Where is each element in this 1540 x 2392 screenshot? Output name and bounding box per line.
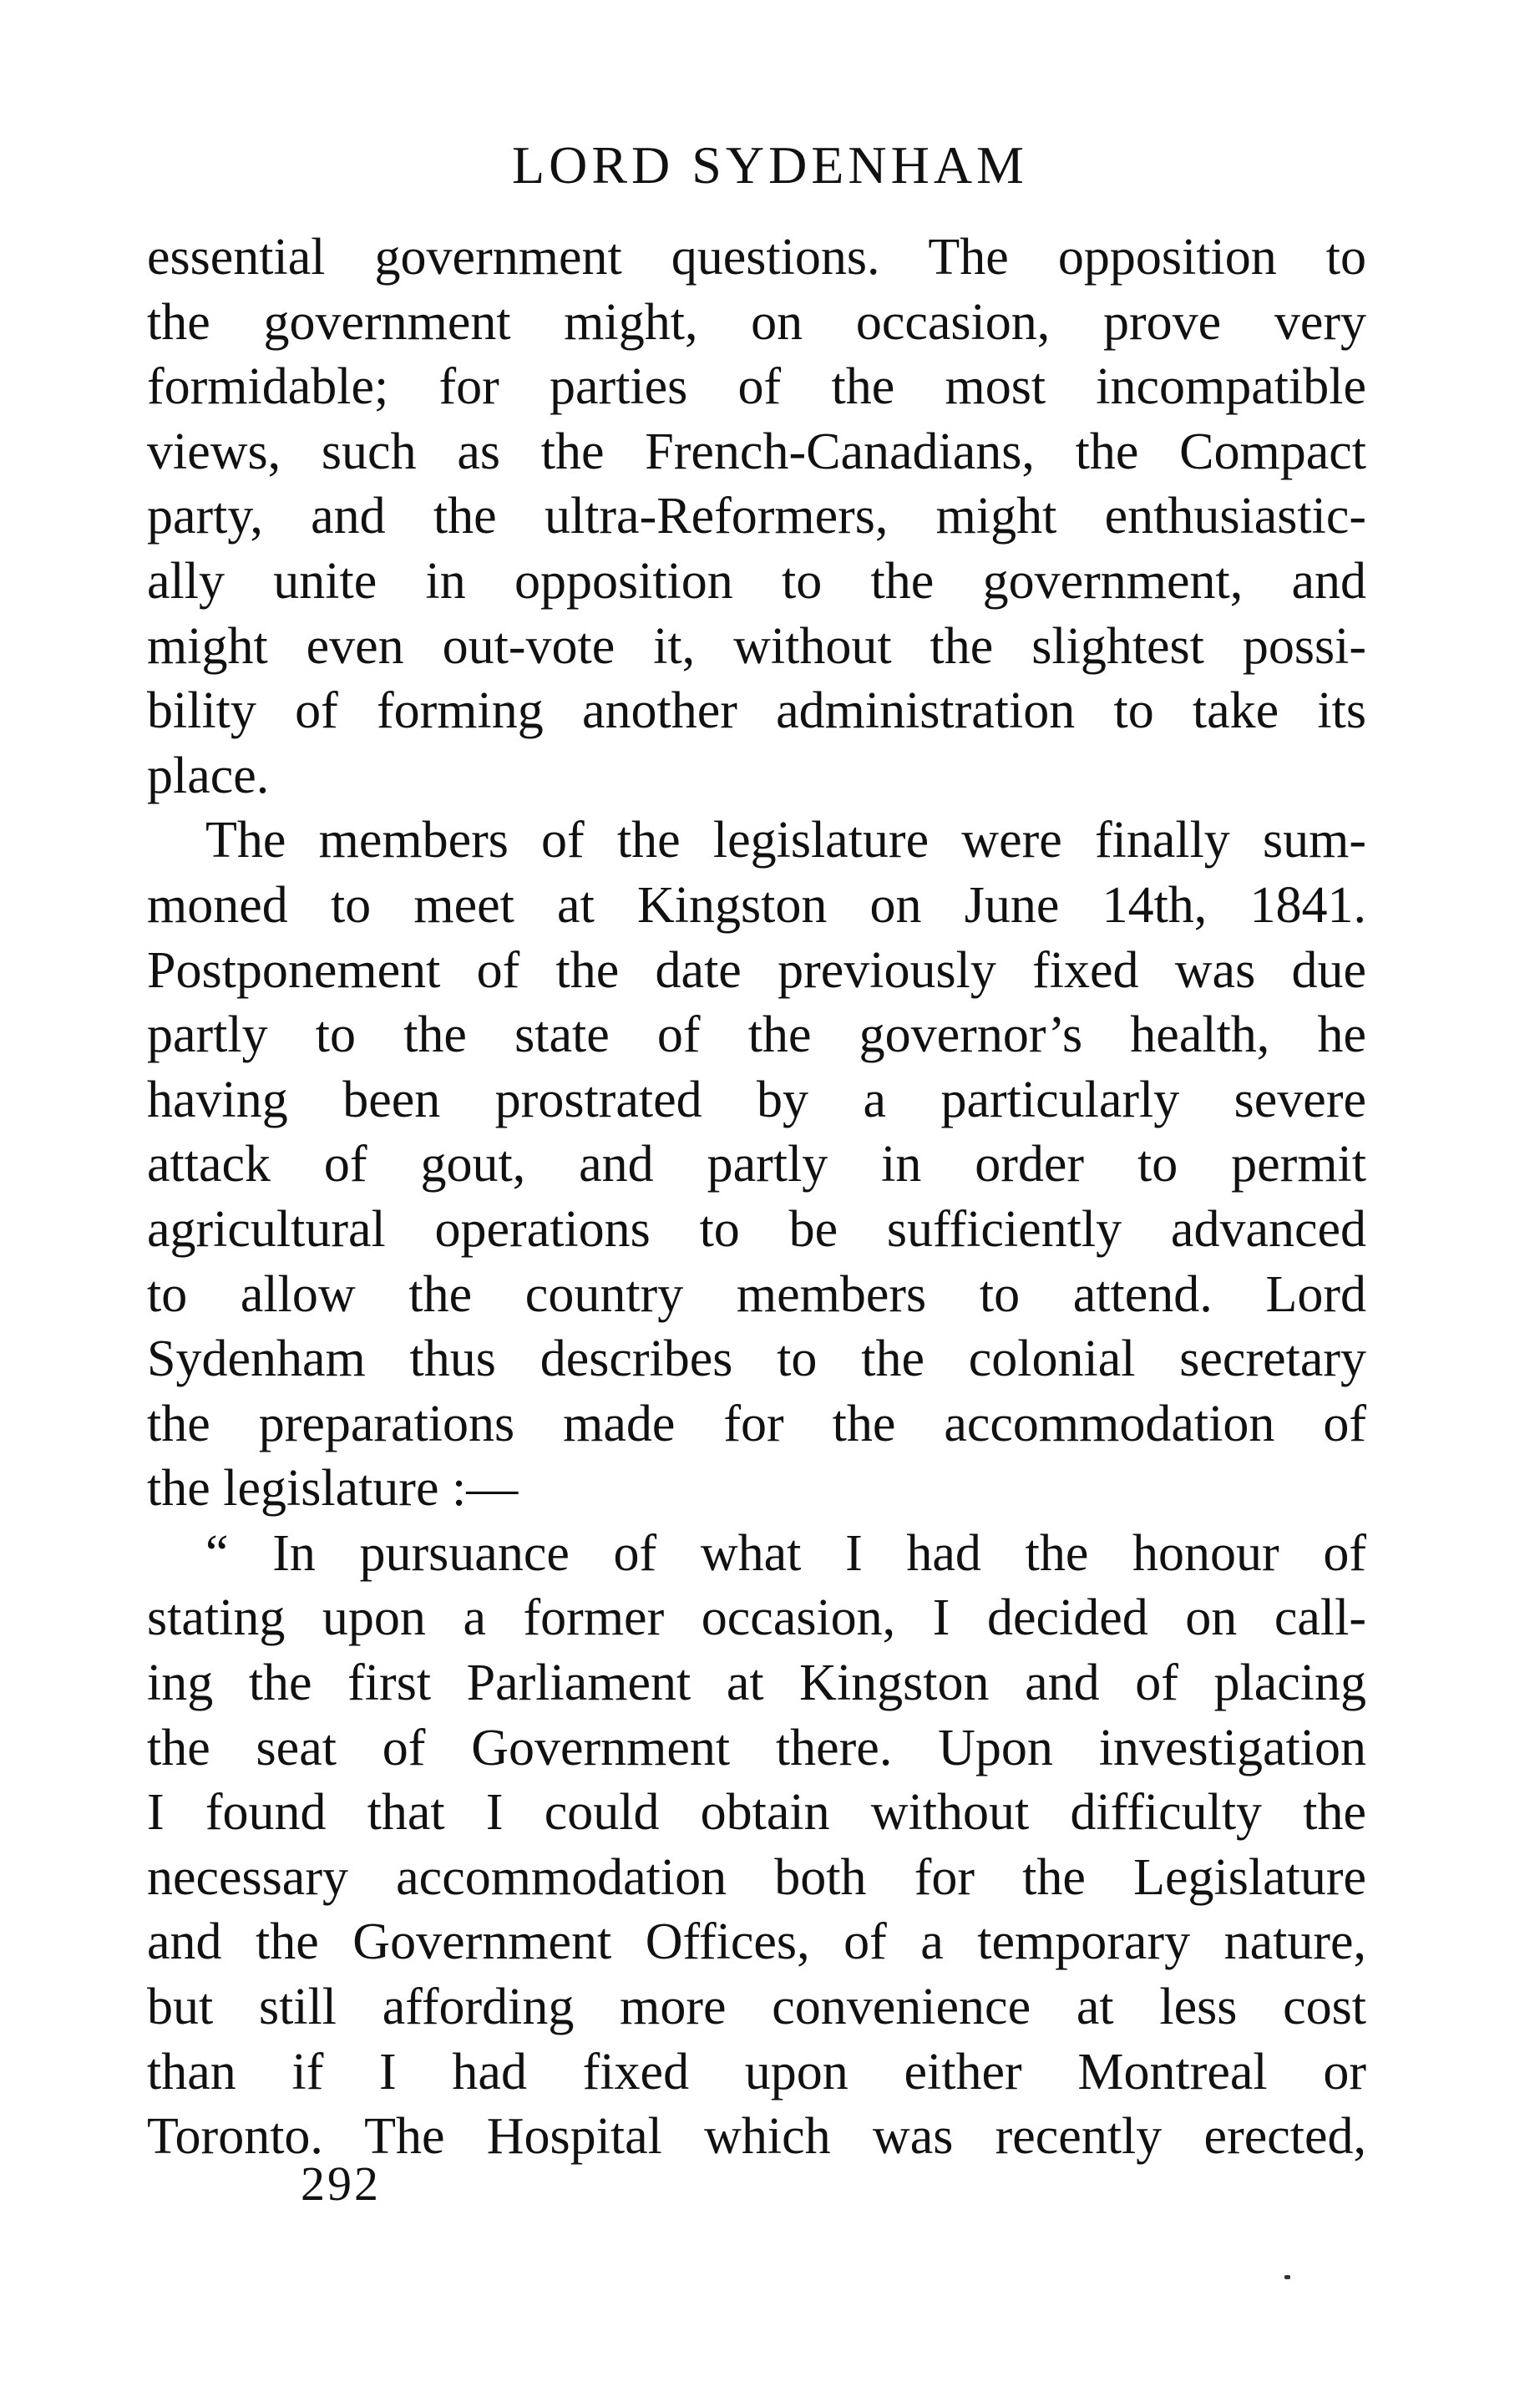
running-head: LORD SYDENHAM [512, 135, 1028, 195]
text-line: to allow the country members to attend. Lord [147, 1265, 1366, 1323]
text-line: I found that I could obtain without difficulty the [147, 1784, 1366, 1842]
text-line: ally unite in opposition to the government, and [147, 552, 1366, 610]
print-speck [1284, 2275, 1290, 2279]
text-line: the legislature :— [147, 1460, 519, 1518]
text-line: stating upon a former occasion, I decided on call- [147, 1589, 1366, 1647]
text-line: partly to the state of the governor’s health, he [147, 1006, 1366, 1064]
text-line: ing the first Parliament at Kingston and of placing [147, 1655, 1366, 1712]
text-line: necessary accommodation both for the Legislature [147, 1848, 1366, 1906]
paragraph [147, 808, 1366, 1522]
text-line: Sydenham thus describes to the colonial secretary [147, 1330, 1366, 1388]
text-line: the seat of Government there. Upon investigation [147, 1719, 1366, 1776]
text-line: than if I had fixed upon either Montreal or [147, 2043, 1366, 2101]
text-line: formidable; for parties of the most incompatible [147, 358, 1366, 416]
text-line: Toronto. The Hospital which was recently erected, [147, 2108, 1366, 2166]
text-line: bility of forming another administration to take its [147, 682, 1366, 740]
text-line: “ In pursuance of what I had the honour of [205, 1524, 1366, 1582]
text-line: The members of the legislature were finally sum- [205, 812, 1366, 869]
text-line: essential government questions. The opposition to [147, 229, 1366, 286]
text-line: having been prostrated by a particularly severe [147, 1071, 1366, 1128]
text-line: moned to meet at Kingston on June 14th, 1841. [147, 876, 1366, 934]
text-line: but still affording more convenience at less cost [147, 1979, 1366, 2036]
text-line: place. [147, 747, 270, 804]
paragraph [147, 226, 1366, 808]
text-line: views, such as the French-Canadians, the Compact [147, 423, 1366, 480]
text-line: might even out-vote it, without the slightest possi- [147, 617, 1366, 675]
text-line: party, and the ultra-Reformers, might enthusiastic- [147, 488, 1366, 545]
body-text [147, 226, 1366, 2170]
text-line: agricultural operations to be sufficiently advanced [147, 1200, 1366, 1258]
text-line: the government might, on occasion, prove very [147, 293, 1366, 351]
text-line: the preparations made for the accommodation of [147, 1395, 1366, 1452]
text-line: and the Government Offices, of a temporary nature, [147, 1913, 1366, 1971]
page-number: 292 [301, 2156, 381, 2211]
text-line: Postponement of the date previously fixed was due [147, 941, 1366, 999]
paragraph [147, 1522, 1366, 2170]
text-line: attack of gout, and partly in order to permit [147, 1136, 1366, 1193]
